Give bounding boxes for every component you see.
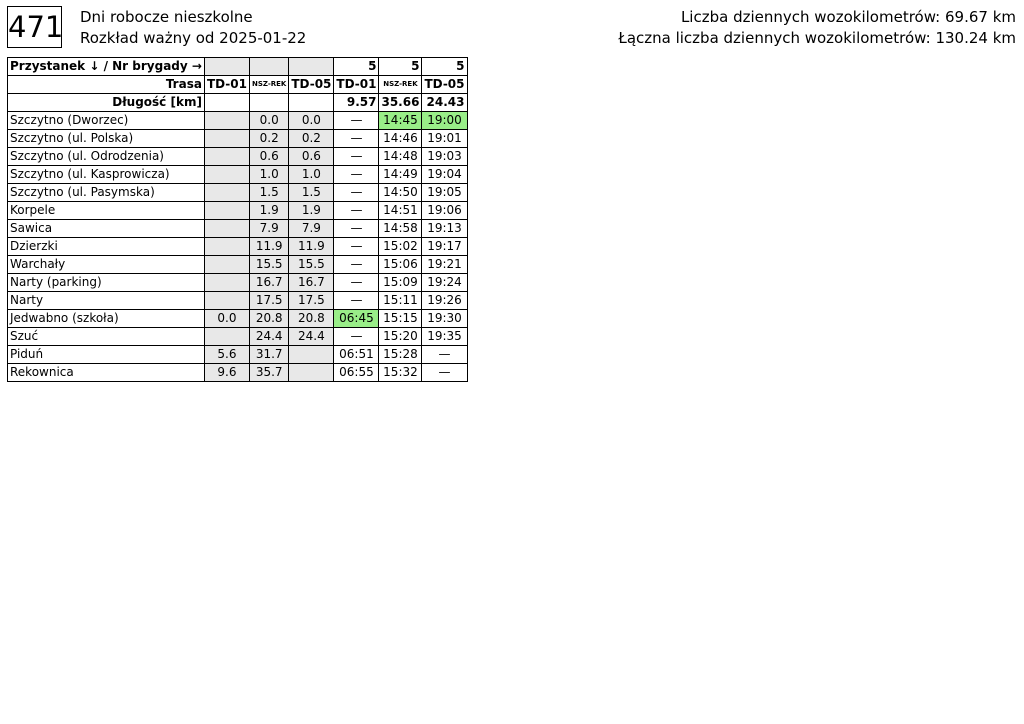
length-header-label: Długość [km] — [8, 94, 205, 112]
table-row — [8, 256, 468, 274]
route-km-cell: 0.6 — [289, 148, 334, 166]
route-km-cell: 9.6 — [204, 364, 249, 382]
stop-name: Jedwabno (szkoła) — [8, 310, 205, 328]
length-empty — [250, 94, 289, 112]
brigade-header-row — [8, 58, 468, 76]
table-row — [8, 310, 468, 328]
brigade-number: 5 — [379, 58, 422, 76]
route-km-cell: 24.4 — [289, 328, 334, 346]
route-column-code: TD-01 — [204, 76, 249, 94]
route-km-cell — [204, 274, 249, 292]
route-km-cell: 0.0 — [204, 310, 249, 328]
stop-name: Szczytno (ul. Polska) — [8, 130, 205, 148]
daily-km: Liczba dziennych wozokilometrów: 69.67 km — [680, 8, 1016, 26]
departure-time-cell: — — [334, 292, 379, 310]
table-row — [8, 220, 468, 238]
table-row — [8, 148, 468, 166]
route-column-code: NSZ-REK — [250, 76, 289, 94]
departure-time-cell: 19:04 — [422, 166, 467, 184]
route-km-cell: 0.2 — [289, 130, 334, 148]
departure-time-cell: — — [334, 166, 379, 184]
stop-name: Dzierzki — [8, 238, 205, 256]
departure-time-cell: — — [334, 148, 379, 166]
stop-name: Szczytno (Dworzec) — [8, 112, 205, 130]
departure-time-cell: — — [334, 220, 379, 238]
route-km-cell: 15.5 — [289, 256, 334, 274]
departure-time-cell: 15:15 — [379, 310, 422, 328]
trip-route-code: NSZ-REK — [379, 76, 422, 94]
departure-time-cell: 14:45 — [379, 112, 422, 130]
table-row — [8, 328, 468, 346]
departure-time-cell: 19:30 — [422, 310, 467, 328]
route-km-cell — [289, 364, 334, 382]
table-row — [8, 292, 468, 310]
route-km-cell: 7.9 — [289, 220, 334, 238]
route-km-cell: 17.5 — [250, 292, 289, 310]
stop-name: Narty — [8, 292, 205, 310]
route-km-header-empty — [250, 58, 289, 76]
trip-length: 35.66 — [379, 94, 422, 112]
departure-time-cell: — — [334, 202, 379, 220]
route-km-cell: 20.8 — [250, 310, 289, 328]
stop-name: Warchały — [8, 256, 205, 274]
route-km-cell: 0.0 — [289, 112, 334, 130]
departure-time-cell: — — [334, 238, 379, 256]
route-km-cell — [204, 292, 249, 310]
length-empty — [204, 94, 249, 112]
departure-time-cell: 14:58 — [379, 220, 422, 238]
route-km-cell: 5.6 — [204, 346, 249, 364]
route-km-cell — [204, 202, 249, 220]
route-km-cell: 1.9 — [250, 202, 289, 220]
departure-time-cell: 19:21 — [422, 256, 467, 274]
valid-from: Rozkład ważny od 2025-01-22 — [80, 29, 307, 47]
route-km-cell — [204, 148, 249, 166]
departure-time-cell: 19:00 — [422, 112, 467, 130]
route-km-cell: 7.9 — [250, 220, 289, 238]
stop-name: Sawica — [8, 220, 205, 238]
table-row — [8, 238, 468, 256]
header-right — [618, 7, 1016, 49]
table-row — [8, 364, 468, 382]
stop-name: Szczytno (ul. Pasymska) — [8, 184, 205, 202]
departure-time-cell: 19:35 — [422, 328, 467, 346]
departure-time-cell: 15:11 — [379, 292, 422, 310]
route-km-cell — [204, 112, 249, 130]
route-km-cell — [204, 256, 249, 274]
departure-time-cell: — — [334, 328, 379, 346]
departure-time-cell: 15:02 — [379, 238, 422, 256]
route-km-cell — [204, 220, 249, 238]
route-km-cell: 1.9 — [289, 202, 334, 220]
route-km-cell: 1.0 — [250, 166, 289, 184]
line-number-box: 471 — [7, 6, 62, 48]
trip-route-code: TD-05 — [422, 76, 467, 94]
route-km-cell — [204, 166, 249, 184]
route-km-cell: 11.9 — [250, 238, 289, 256]
table-row — [8, 166, 468, 184]
departure-time-cell: — — [422, 364, 467, 382]
length-header-row — [8, 94, 468, 112]
departure-time-cell: 19:05 — [422, 184, 467, 202]
route-km-cell: 1.0 — [289, 166, 334, 184]
day-type: Dni robocze nieszkolne — [80, 8, 253, 26]
departure-time-cell: 19:24 — [422, 274, 467, 292]
departure-time-cell: 15:28 — [379, 346, 422, 364]
departure-time-cell: 14:50 — [379, 184, 422, 202]
route-km-header-empty — [204, 58, 249, 76]
route-km-cell: 0.0 — [250, 112, 289, 130]
stop-name: Szczytno (ul. Kasprowicza) — [8, 166, 205, 184]
trip-route-code: TD-01 — [334, 76, 379, 94]
route-header-row — [8, 76, 468, 94]
route-km-cell: 35.7 — [250, 364, 289, 382]
table-row — [8, 202, 468, 220]
route-km-cell — [289, 346, 334, 364]
route-km-cell: 11.9 — [289, 238, 334, 256]
route-km-header-empty — [289, 58, 334, 76]
departure-time-cell: 06:51 — [334, 346, 379, 364]
departure-time-cell: 06:45 — [334, 310, 379, 328]
table-row — [8, 184, 468, 202]
table-row — [8, 112, 468, 130]
timetable — [7, 57, 468, 382]
departure-time-cell: 19:01 — [422, 130, 467, 148]
departure-time-cell: — — [334, 112, 379, 130]
brigade-header-label: Przystanek ↓ / Nr brygady → — [8, 58, 205, 76]
route-km-cell: 0.2 — [250, 130, 289, 148]
departure-time-cell: 15:06 — [379, 256, 422, 274]
table-row — [8, 346, 468, 364]
departure-time-cell: — — [334, 130, 379, 148]
departure-time-cell: 19:13 — [422, 220, 467, 238]
departure-time-cell: 14:48 — [379, 148, 422, 166]
length-empty — [289, 94, 334, 112]
departure-time-cell: — — [334, 256, 379, 274]
departure-time-cell: 19:06 — [422, 202, 467, 220]
route-km-cell — [204, 130, 249, 148]
departure-time-cell: 19:03 — [422, 148, 467, 166]
route-km-cell: 24.4 — [250, 328, 289, 346]
departure-time-cell: — — [422, 346, 467, 364]
trip-length: 9.57 — [334, 94, 379, 112]
departure-time-cell: — — [334, 184, 379, 202]
stop-name: Piduń — [8, 346, 205, 364]
departure-time-cell: 14:46 — [379, 130, 422, 148]
route-km-cell: 0.6 — [250, 148, 289, 166]
route-km-cell: 1.5 — [289, 184, 334, 202]
departure-time-cell: 06:55 — [334, 364, 379, 382]
stop-name: Rekownica — [8, 364, 205, 382]
route-km-cell: 1.5 — [250, 184, 289, 202]
header-left — [80, 7, 306, 49]
brigade-number: 5 — [422, 58, 467, 76]
route-km-cell: 15.5 — [250, 256, 289, 274]
trip-length: 24.43 — [422, 94, 467, 112]
stop-name: Szczytno (ul. Odrodzenia) — [8, 148, 205, 166]
table-row — [8, 130, 468, 148]
departure-time-cell: 15:09 — [379, 274, 422, 292]
route-km-cell — [204, 328, 249, 346]
departure-time-cell: 15:32 — [379, 364, 422, 382]
departure-time-cell: 15:20 — [379, 328, 422, 346]
departure-time-cell: 14:51 — [379, 202, 422, 220]
route-column-code: TD-05 — [289, 76, 334, 94]
route-km-cell — [204, 238, 249, 256]
route-header-label: Trasa — [8, 76, 205, 94]
stop-name: Szuć — [8, 328, 205, 346]
stop-name: Korpele — [8, 202, 205, 220]
stop-name: Narty (parking) — [8, 274, 205, 292]
table-row — [8, 274, 468, 292]
route-km-cell: 16.7 — [289, 274, 334, 292]
route-km-cell: 16.7 — [250, 274, 289, 292]
departure-time-cell: 19:26 — [422, 292, 467, 310]
route-km-cell: 20.8 — [289, 310, 334, 328]
departure-time-cell: 19:17 — [422, 238, 467, 256]
route-km-cell: 17.5 — [289, 292, 334, 310]
route-km-cell — [204, 184, 249, 202]
departure-time-cell: — — [334, 274, 379, 292]
route-km-cell: 31.7 — [250, 346, 289, 364]
total-daily-km: Łączna liczba dziennych wozokilometrów: 130.24 km — [618, 29, 1016, 47]
brigade-number: 5 — [334, 58, 379, 76]
departure-time-cell: 14:49 — [379, 166, 422, 184]
